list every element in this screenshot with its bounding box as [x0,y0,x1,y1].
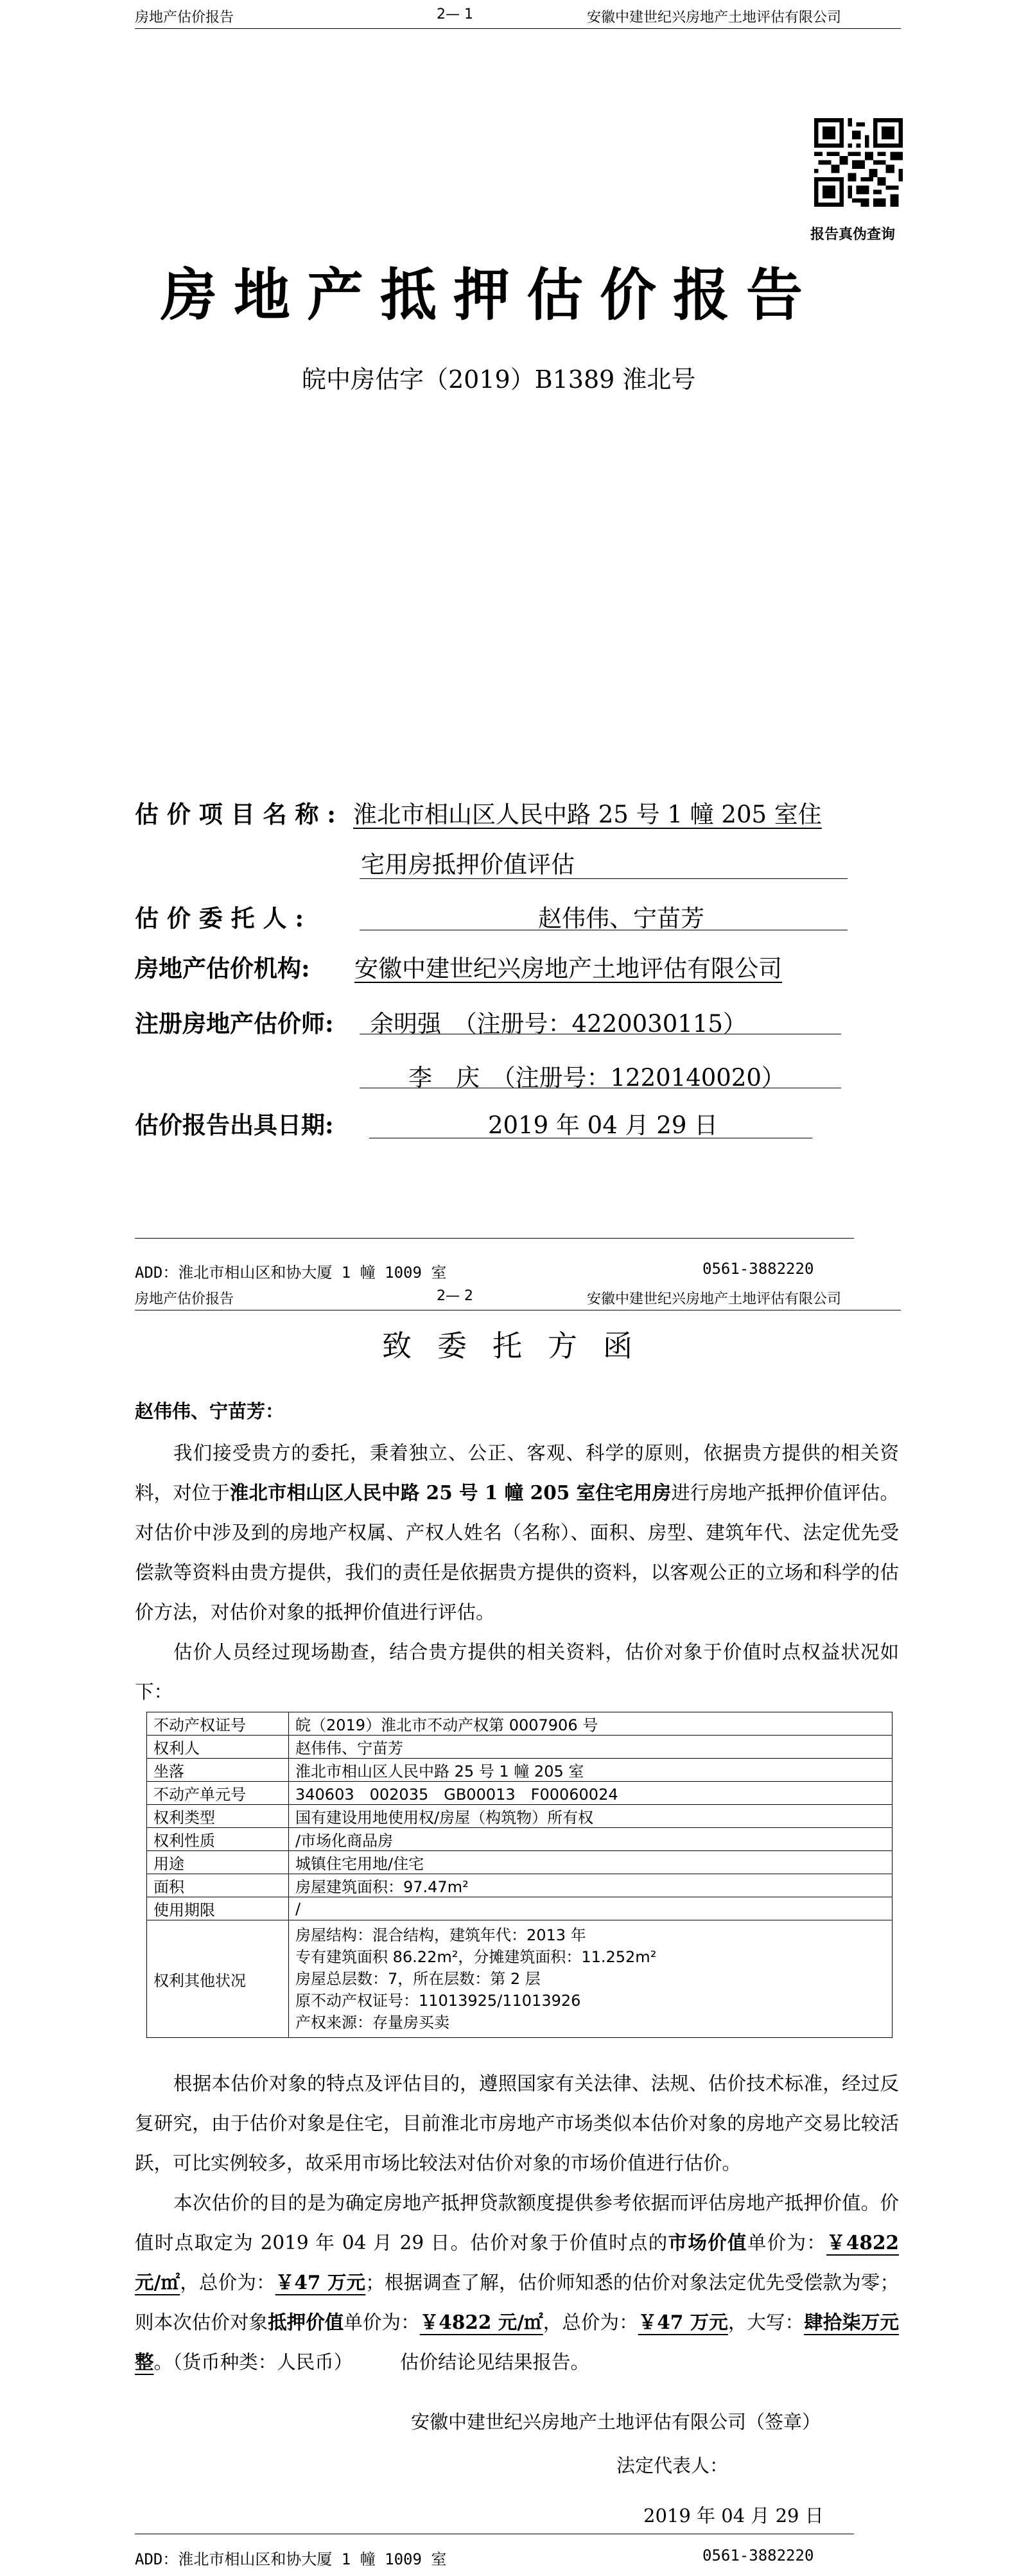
p4-b: 单价为： [747,2232,827,2254]
p4-upper-amount: 肆拾柒万元整 [135,2311,899,2373]
table-row [147,1736,893,1759]
page2-header-left: 房地产估价报告 [135,1291,234,1307]
table-key-cell: 不动产权证号 [147,1712,289,1736]
client-value: 赵伟伟、宁苗芳 [538,905,704,932]
table-row [147,1759,893,1782]
table-value-cell: 房屋建筑面积：97.47m² [289,1874,893,1897]
project-name-value-line2: 宅用房抵押价值评估 [361,851,575,878]
p4-a: 本次估价的目的是为确定房地产抵押贷款额度提供参考依据而评估房地产抵押价值。价值时点取定为 2019 年 04 月 29 日。估价对象于价值时点的 [135,2192,899,2254]
report-number: 皖中房估字（2019）B1389 淮北号 [302,365,696,394]
report-date-value: 2019 年 04 月 29 日 [488,1111,719,1139]
page2-footer-address: ADD：淮北市相山区和协大厦 1 幢 1009 室 [135,2550,447,2568]
page1-header-rule [135,28,901,29]
salutation: 赵伟伟、宁苗芳： [135,1400,284,1422]
table-row [147,1782,893,1805]
paragraph-2: 估价人员经过现场勘查，结合贵方提供的相关资料，估价对象于价值时点权益状况如下： [135,1641,899,1703]
table-value-cell-multiline [289,1920,893,2038]
client-label: 估 价 委 托 人 : [135,904,304,932]
p4-total: ￥47 万元 [275,2271,366,2293]
qr-caption: 报告真伪查询 [810,226,896,243]
other-status-line: 产权来源：存量房买卖 [295,2014,449,2032]
table-row-other [147,1920,893,2038]
other-status-line: 原不动产权证号：11013925/11013926 [295,1992,581,2010]
project-name-underline [360,878,848,879]
table-row [147,1828,893,1851]
table-value-cell: 皖（2019）淮北市不动产权第 0007906 号 [289,1712,893,1736]
stamp-organization: 安徽中建世纪兴房地产土地评估有限公司（签章） [411,2411,821,2433]
table-row [147,1897,893,1920]
project-name-value-line1: 淮北市相山区人民中路 25 号 1 幢 205 室住 [353,801,822,828]
table-row [147,1851,893,1874]
table-key-cell: 使用期限 [147,1897,289,1920]
qr-code-icon[interactable] [814,118,903,207]
page1-footer-address: ADD：淮北市相山区和协大厦 1 幢 1009 室 [135,1264,447,1282]
appraiser-1: 余明强 （注册号：4220030115） [370,1010,747,1038]
agency-label: 房地产估价机构: [135,954,310,982]
other-status-line: 房屋总层数：7，所在层数：第 2 层 [295,1970,541,1988]
page1-header-center: 2— 1 [437,6,473,22]
paragraph-4 [135,2183,899,2382]
page2-footer-phone: 0561-3882220 [702,2546,814,2564]
p4-d: ；根据调查了解，估价师知悉的估价对象法定优先受偿款为零；则本次估价对象 [135,2272,899,2333]
table-key-cell: 用途 [147,1851,289,1874]
table-value-cell: 淮北市相山区人民中路 25 号 1 幢 205 室 [289,1759,893,1782]
table-key-cell: 权利类型 [147,1805,289,1828]
page2-header-center: 2— 2 [437,1288,473,1304]
p4-e: 单价为： [344,2311,420,2333]
table-key-cell: 不动产单元号 [147,1782,289,1805]
letter-date: 2019 年 04 月 29 日 [643,2505,824,2527]
p4-unit-price: ￥4822 元/㎡ [135,2231,899,2293]
p4-unit-price-2: ￥4822 元/㎡ [419,2311,543,2333]
table-key-cell: 权利其他状况 [147,1920,289,2038]
table-row [147,1712,893,1736]
page1-footer-rule [135,1238,854,1239]
table-key-cell: 权利性质 [147,1828,289,1851]
paragraph-3: 根据本估价对象的特点及评估目的，遵照国家有关法律、法规、估价技术标准，经过反复研究，由于估价对象是住宅，目前淮北市房地产市场类似本估价对象的房地产交易比较活跃，可比实例较多，故采用市场比较法对估价对象的市场价值进行估价。 [135,2073,899,2174]
p4-h: 。（货币种类：人民币） 估价结论见结果报告。 [153,2351,590,2373]
rights-table [146,1712,893,2038]
page1-footer-phone: 0561-3882220 [702,1260,814,1278]
p4-c: ，总价为： [180,2272,275,2293]
table-value-cell: 城镇住宅用地/住宅 [289,1851,893,1874]
table-key-cell: 面积 [147,1874,289,1897]
page1-header-left: 房地产估价报告 [135,10,234,26]
table-value-cell: /市场化商品房 [289,1828,893,1851]
p4-g: ，大写： [727,2311,805,2333]
paragraph-1 [135,1433,899,1632]
table-value-cell: / [289,1897,893,1920]
other-status-line: 房屋结构：混合结构，建筑年代：2013 年 [295,1926,586,1944]
table-value-cell: 赵伟伟、宁苗芳 [289,1736,893,1759]
table-row [147,1805,893,1828]
paragraph-1-property: 淮北市相山区人民中路 25 号 1 幢 205 室住宅用房 [229,1481,672,1504]
report-date-label: 估价报告出具日期: [135,1111,334,1139]
paragraph-1-a: 我们接受贵方的委托，秉着独立、公正、客观、科学的原则，依据贵方提供的相关资料，对位于 [135,1442,899,1504]
table-key-cell: 权利人 [147,1736,289,1759]
paragraph-1-c: 进行房地产抵押价值评估。对估价中涉及到的房地产权属、产权人姓名（名称）、面积、房型、建筑年代、法定优先受偿款等资料由贵方提供，我们的责任是依据贵方提供的资料，以客观公正的立场和科学的估价方法，对估价对象的抵押价值进行评估。 [135,1482,899,1623]
appraiser-label: 注册房地产估价师: [135,1009,334,1038]
table-value-cell: 340603 002035 GB00013 F00060024 [289,1782,893,1805]
report-title: 房地产抵押估价报告 [161,261,820,328]
table-value-cell: 国有建设用地使用权/房屋（构筑物）所有权 [289,1805,893,1828]
other-status-line: 专有建筑面积 86.22m²，分摊建筑面积：11.252m² [295,1948,657,1966]
project-name-label: 估 价 项 目 名 称 : [135,800,336,828]
table-key-cell: 坐落 [147,1759,289,1782]
p4-market-value: 市场价值 [668,2231,747,2254]
appraiser-2: 李 庆 （注册号：1220140020） [408,1064,785,1092]
page2-header-right: 安徽中建世纪兴房地产土地评估有限公司 [587,1291,842,1307]
legal-representative: 法定代表人： [616,2455,729,2476]
table-row [147,1874,893,1897]
letter-title: 致委托方函 [382,1328,658,1363]
p4-f: ，总价为： [543,2311,638,2333]
p4-mortgage-value: 抵押价值 [268,2311,344,2333]
p4-total-2: ￥47 万元 [638,2311,728,2333]
page1-header-right: 安徽中建世纪兴房地产土地评估有限公司 [587,10,842,26]
agency-value: 安徽中建世纪兴房地产土地评估有限公司 [354,955,782,982]
